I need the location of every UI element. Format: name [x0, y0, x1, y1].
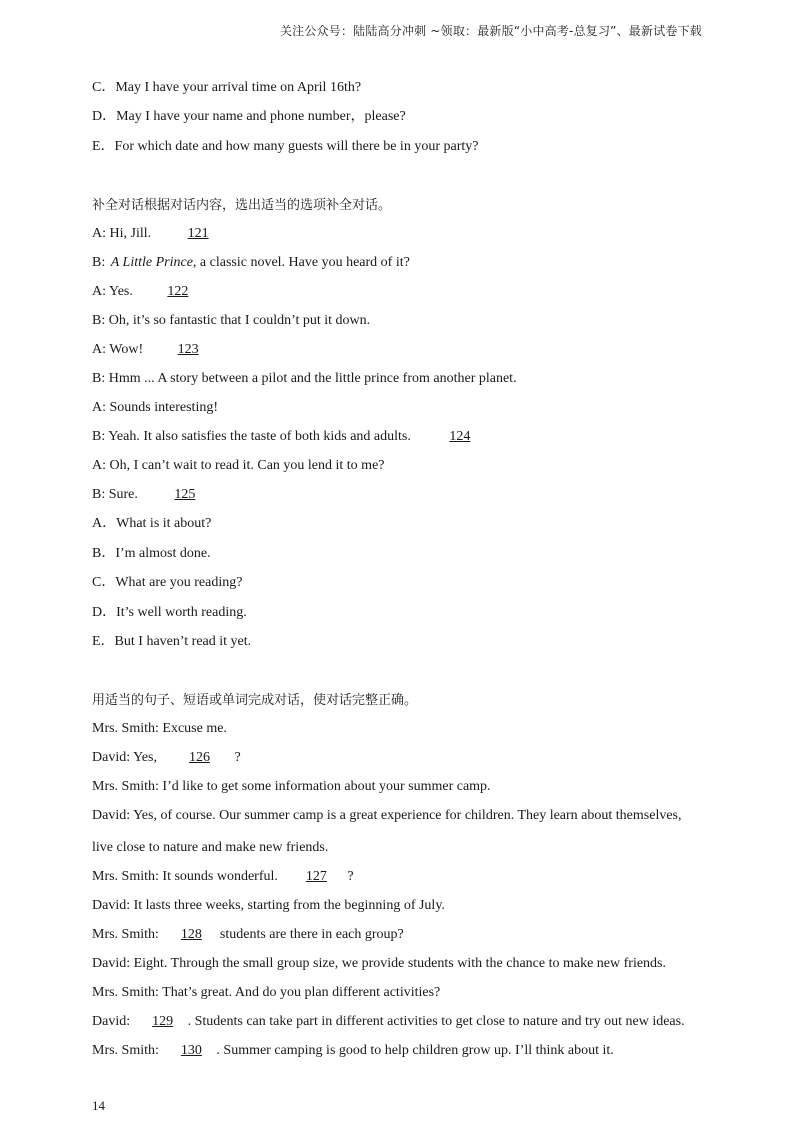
option-d: D．It’s well worth reading. — [92, 605, 247, 620]
dialog-text: , a classic novel. Have you heard of it? — [192, 255, 410, 270]
dialog-line: A: Oh, I can’t wait to read it. Can you lend it to me? — [92, 458, 385, 473]
dialog-text: A: Hi, Jill. — [92, 226, 152, 241]
dialog-line — [92, 1042, 614, 1060]
dialog-line: B: Oh, it’s so fantastic that I couldn’t put it down. — [92, 313, 371, 328]
dialog-text: A: Yes. — [92, 284, 133, 299]
dialog-text: ? — [347, 869, 354, 884]
dialog-text: David: — [92, 1014, 131, 1029]
option-b: B．I’m almost done. — [92, 546, 211, 561]
dialog-text: David: Yes, — [92, 750, 157, 765]
dialog-line: David: It lasts three weeks, starting from the beginning of July. — [92, 898, 445, 913]
dialog-line: A: Sounds interesting! — [92, 400, 218, 415]
dialog-text: B: Sure. — [92, 487, 138, 502]
dialog-line — [92, 1013, 685, 1031]
dialog-line: Mrs. Smith: That’s great. And do you plan different activities? — [92, 985, 441, 1000]
dialog-line — [92, 926, 404, 944]
answer-blank: 129 — [152, 1014, 174, 1029]
dialog-line — [92, 254, 410, 272]
dialog-text: A: Wow! — [92, 342, 144, 357]
answer-blank: 130 — [180, 1043, 202, 1058]
answer-blank: 126 — [188, 750, 210, 765]
section3-instruction: 用适当的句子、短语或单词完成对话，使对话完整正确。 — [92, 693, 418, 708]
dialog-line: David: Eight. Through the small group size, we provide students with the chance to make new friends. — [92, 956, 666, 971]
dialog-line: Mrs. Smith: Excuse me. — [92, 721, 227, 736]
answer-blank: 121 — [187, 226, 209, 241]
answer-blank: 123 — [177, 342, 199, 357]
answer-blank: 127 — [305, 869, 327, 884]
dialog-line — [92, 868, 354, 886]
option-c: C．May I have your arrival time on April 16th? — [92, 80, 362, 95]
dialog-text: B: Yeah. It also satisfies the taste of both kids and adults. — [92, 429, 411, 444]
option-e: E．But I haven’t read it yet. — [92, 634, 252, 649]
section2-instruction: 补全对话根据对话内容，选出适当的选项补全对话。 — [92, 198, 392, 213]
dialog-text: . Summer camping is good to help children grow up. I’ll think about it. — [216, 1043, 614, 1058]
answer-blank: 124 — [449, 429, 471, 444]
option-a: A．What is it about? — [92, 516, 212, 531]
page-number: 14 — [92, 1098, 105, 1113]
answer-blank: 122 — [167, 284, 189, 299]
dialog-line: David: Yes, of course. Our summer camp is a great experience for children. They learn about themselves, — [92, 808, 682, 823]
option-c: C．What are you reading? — [92, 575, 243, 590]
dialog-line — [92, 283, 188, 301]
dialog-text: Mrs. Smith: — [92, 1043, 159, 1058]
dialog-line: Mrs. Smith: I’d like to get some information about your summer camp. — [92, 779, 491, 794]
book-title: A Little Prince — [110, 255, 193, 270]
answer-blank: 125 — [174, 487, 196, 502]
dialog-text: Mrs. Smith: It sounds wonderful. — [92, 869, 278, 884]
dialog-line: live close to nature and make new friends. — [92, 840, 329, 855]
dialog-text: students are there in each group? — [219, 927, 404, 942]
dialog-line — [92, 341, 199, 359]
dialog-line — [92, 428, 470, 446]
dialog-line: B: Hmm ... A story between a pilot and the little prince from another planet. — [92, 371, 517, 386]
dialog-text: B: — [92, 255, 106, 270]
dialog-text: ? — [234, 750, 241, 765]
option-d: D．May I have your name and phone number，please? — [92, 109, 406, 124]
option-e: E．For which date and how many guests will there be in your party? — [92, 139, 479, 154]
dialog-text: . Students can take part in different activities to get close to nature and try out new ideas. — [187, 1014, 685, 1029]
page-header: 关注公众号：陆陆高分冲刺 ~领取：最新版“小中高考-总复习”、最新试卷下载 — [279, 24, 702, 38]
dialog-text: Mrs. Smith: — [92, 927, 159, 942]
answer-blank: 128 — [180, 927, 202, 942]
dialog-line — [92, 749, 241, 767]
dialog-line — [92, 486, 195, 504]
dialog-line — [92, 225, 209, 243]
